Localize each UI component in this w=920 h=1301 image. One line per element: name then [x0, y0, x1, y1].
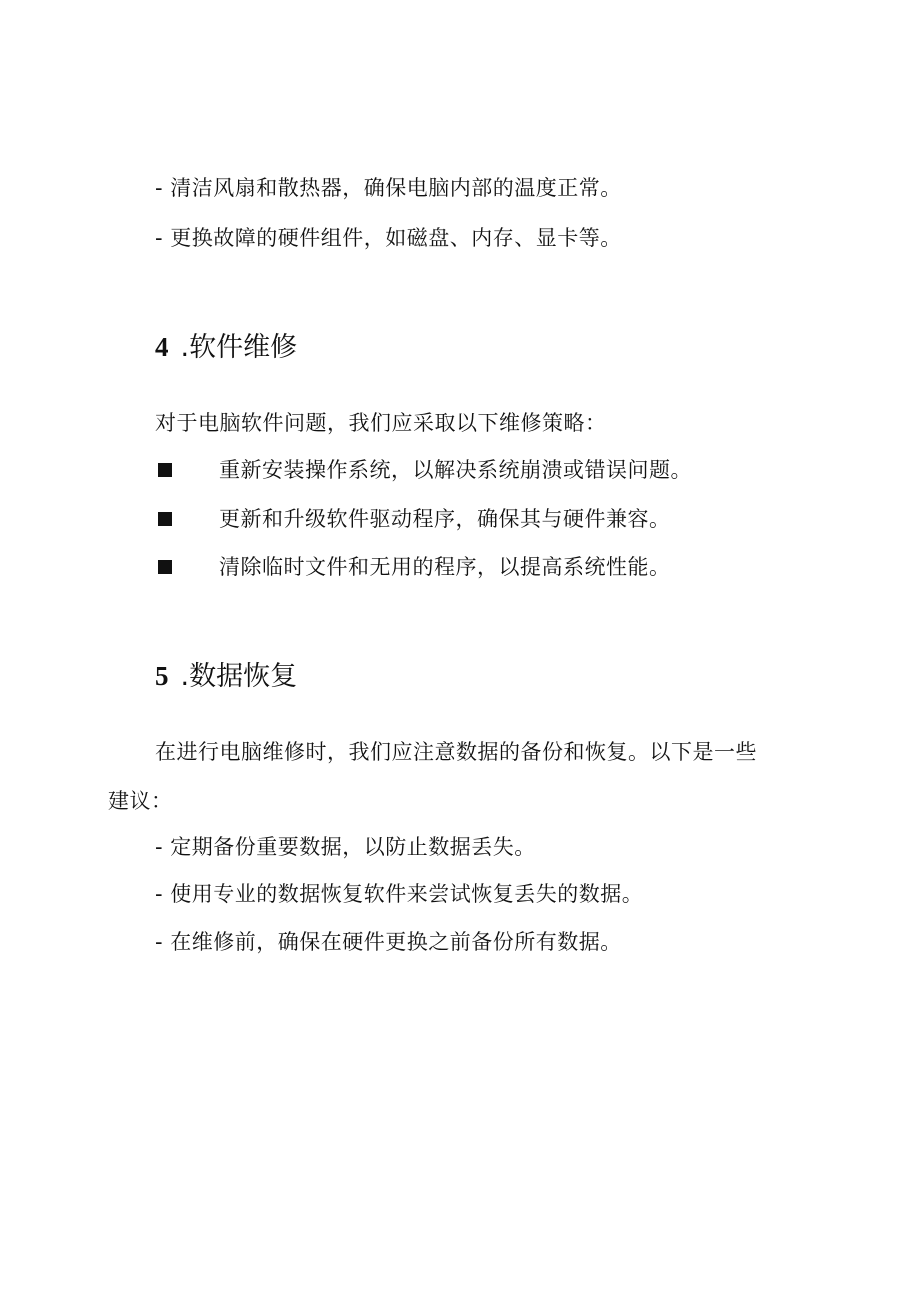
- list-item: - 使用专业的数据恢复软件来尝试恢复丢失的数据。: [155, 882, 644, 906]
- section-title: .软件维修: [180, 332, 298, 363]
- section-intro-line: 在进行电脑维修时，我们应注意数据的备份和恢复。以下是一些: [155, 740, 757, 764]
- list-item: - 清洁风扇和散热器，确保电脑内部的温度正常。: [155, 176, 622, 200]
- section-heading-data-recovery: [155, 658, 297, 695]
- section-title: .数据恢复: [180, 661, 298, 692]
- list-item: - 更换故障的硬件组件，如磁盘、内存、显卡等。: [155, 226, 622, 250]
- square-bullet-icon: [158, 463, 172, 477]
- list-item: - 在维修前，确保在硬件更换之前备份所有数据。: [155, 930, 622, 954]
- section-intro: 对于电脑软件问题，我们应采取以下维修策略：: [155, 411, 607, 435]
- square-bullet-icon: [158, 560, 172, 574]
- list-item: - 定期备份重要数据，以防止数据丢失。: [155, 835, 536, 859]
- bullet-text: 更新和升级软件驱动程序，确保其与硬件兼容。: [219, 507, 671, 531]
- bullet-text: 重新安装操作系统，以解决系统崩溃或错误问题。: [219, 458, 692, 482]
- section-intro-line: 建议：: [108, 789, 173, 813]
- bullet-text: 清除临时文件和无用的程序，以提高系统性能。: [219, 555, 671, 579]
- section-number: 5: [155, 661, 169, 691]
- section-heading-software-repair: [155, 329, 297, 366]
- square-bullet-icon: [158, 512, 172, 526]
- section-number: 4: [155, 332, 169, 362]
